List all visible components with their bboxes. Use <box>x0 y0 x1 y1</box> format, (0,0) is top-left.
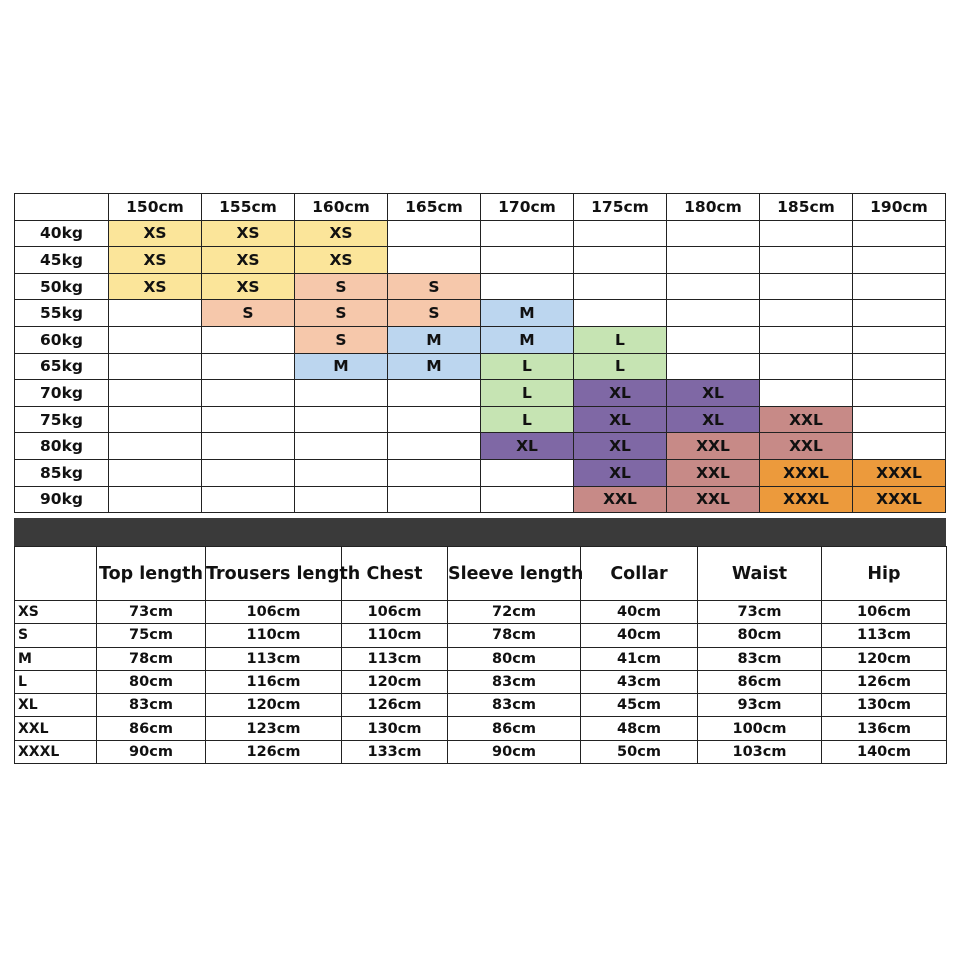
size-label: XL <box>15 694 97 717</box>
size-cell <box>667 326 760 353</box>
measurement-column-header: Collar <box>581 547 698 601</box>
measurement-value: 120cm <box>822 647 947 670</box>
size-cell <box>109 459 202 486</box>
size-cell <box>109 300 202 327</box>
weight-row <box>15 353 946 380</box>
measurement-value: 113cm <box>206 647 342 670</box>
measurement-value: 72cm <box>448 601 581 624</box>
measurement-value: 73cm <box>97 601 206 624</box>
weight-label: 75kg <box>15 406 109 433</box>
size-cell <box>481 486 574 513</box>
measurement-value: 73cm <box>698 601 822 624</box>
measurement-value: 113cm <box>342 647 448 670</box>
measurement-column-header: Sleeve length <box>448 547 581 601</box>
weight-row <box>15 433 946 460</box>
measurement-value: 133cm <box>342 740 448 763</box>
size-cell: XL <box>574 433 667 460</box>
measurement-value: 90cm <box>448 740 581 763</box>
measurement-value: 80cm <box>698 624 822 647</box>
height-header-row <box>15 194 946 221</box>
size-cell: XL <box>574 459 667 486</box>
size-cell: XS <box>295 247 388 274</box>
weight-row <box>15 459 946 486</box>
size-cell <box>760 247 853 274</box>
size-cell <box>388 433 481 460</box>
size-cell <box>574 220 667 247</box>
size-cell <box>481 273 574 300</box>
size-cell: XS <box>202 220 295 247</box>
measurement-value: 83cm <box>448 670 581 693</box>
size-cell <box>202 380 295 407</box>
size-cell <box>760 273 853 300</box>
size-label: M <box>15 647 97 670</box>
measurement-header-row <box>15 547 947 601</box>
weight-row <box>15 247 946 274</box>
size-cell <box>853 220 946 247</box>
size-cell: XL <box>574 380 667 407</box>
measurement-value: 130cm <box>342 717 448 740</box>
size-cell <box>574 300 667 327</box>
weight-row <box>15 220 946 247</box>
size-cell: M <box>388 326 481 353</box>
measurement-value: 50cm <box>581 740 698 763</box>
weight-label: 85kg <box>15 459 109 486</box>
size-cell: M <box>388 353 481 380</box>
measurement-value: 126cm <box>822 670 947 693</box>
weight-row <box>15 406 946 433</box>
size-cell <box>760 353 853 380</box>
size-cell <box>295 486 388 513</box>
size-cell <box>853 406 946 433</box>
size-cell <box>202 486 295 513</box>
size-cell: XXXL <box>760 486 853 513</box>
size-cell <box>295 406 388 433</box>
size-cell: XS <box>109 220 202 247</box>
size-label: XS <box>15 601 97 624</box>
weight-label: 55kg <box>15 300 109 327</box>
size-cell: L <box>574 326 667 353</box>
size-cell: XS <box>202 247 295 274</box>
size-cell <box>388 380 481 407</box>
weight-label: 60kg <box>15 326 109 353</box>
size-cell: L <box>481 353 574 380</box>
size-cell: XXL <box>667 459 760 486</box>
size-cell <box>667 300 760 327</box>
size-cell: L <box>481 380 574 407</box>
weight-label: 90kg <box>15 486 109 513</box>
measurement-value: 110cm <box>342 624 448 647</box>
size-cell <box>481 247 574 274</box>
size-cell: XXL <box>667 486 760 513</box>
measurement-column-header: Chest <box>342 547 448 601</box>
measurement-value: 103cm <box>698 740 822 763</box>
measurement-value: 43cm <box>581 670 698 693</box>
size-cell <box>109 326 202 353</box>
size-cell <box>853 326 946 353</box>
height-weight-size-chart <box>14 193 946 513</box>
size-cell <box>853 433 946 460</box>
measurement-value: 110cm <box>206 624 342 647</box>
measurement-column-header: Hip <box>822 547 947 601</box>
size-cell <box>388 486 481 513</box>
size-cell: M <box>481 300 574 327</box>
size-cell: XL <box>667 406 760 433</box>
size-cell <box>760 380 853 407</box>
size-cell: S <box>295 300 388 327</box>
size-cell: S <box>295 273 388 300</box>
measurement-row <box>15 647 947 670</box>
size-cell: S <box>202 300 295 327</box>
size-cell: XXL <box>760 433 853 460</box>
size-cell: S <box>295 326 388 353</box>
size-cell: L <box>574 353 667 380</box>
size-cell: XXXL <box>760 459 853 486</box>
measurement-value: 80cm <box>97 670 206 693</box>
size-cell <box>853 273 946 300</box>
corner-cell <box>15 547 97 601</box>
measurement-value: 116cm <box>206 670 342 693</box>
measurement-row <box>15 740 947 763</box>
weight-row <box>15 273 946 300</box>
size-cell: XS <box>202 273 295 300</box>
measurement-value: 78cm <box>448 624 581 647</box>
height-header-cell: 175cm <box>574 194 667 221</box>
size-cell <box>202 459 295 486</box>
size-cell: XXL <box>760 406 853 433</box>
weight-label: 70kg <box>15 380 109 407</box>
size-cell <box>481 459 574 486</box>
size-cell <box>667 247 760 274</box>
size-cell: S <box>388 300 481 327</box>
weight-label: 50kg <box>15 273 109 300</box>
size-cell <box>388 247 481 274</box>
height-header-cell: 170cm <box>481 194 574 221</box>
size-cell <box>109 433 202 460</box>
size-cell <box>760 300 853 327</box>
measurement-column-header: Top length <box>97 547 206 601</box>
measurement-value: 48cm <box>581 717 698 740</box>
size-cell <box>109 380 202 407</box>
measurement-value: 40cm <box>581 601 698 624</box>
weight-row <box>15 486 946 513</box>
height-header-cell: 150cm <box>109 194 202 221</box>
weight-label: 45kg <box>15 247 109 274</box>
size-cell: XL <box>481 433 574 460</box>
size-cell: XXL <box>574 486 667 513</box>
size-cell: XXXL <box>853 486 946 513</box>
height-header-cell: 190cm <box>853 194 946 221</box>
measurement-value: 140cm <box>822 740 947 763</box>
height-header-cell: 185cm <box>760 194 853 221</box>
measurement-value: 90cm <box>97 740 206 763</box>
size-cell <box>667 220 760 247</box>
size-cell <box>853 353 946 380</box>
size-cell <box>295 459 388 486</box>
measurement-value: 123cm <box>206 717 342 740</box>
measurement-value: 126cm <box>206 740 342 763</box>
measurement-row <box>15 601 947 624</box>
size-cell <box>202 326 295 353</box>
size-cell: XL <box>667 380 760 407</box>
measurement-row <box>15 624 947 647</box>
section-divider <box>14 518 946 546</box>
measurement-value: 106cm <box>206 601 342 624</box>
weight-label: 80kg <box>15 433 109 460</box>
measurement-row <box>15 694 947 717</box>
size-cell <box>388 459 481 486</box>
measurement-value: 83cm <box>698 647 822 670</box>
measurement-value: 78cm <box>97 647 206 670</box>
measurement-value: 100cm <box>698 717 822 740</box>
size-cell <box>388 220 481 247</box>
measurement-value: 83cm <box>97 694 206 717</box>
size-cell <box>109 486 202 513</box>
measurement-column-header: Trousers length <box>206 547 342 601</box>
size-cell <box>109 353 202 380</box>
size-cell <box>109 406 202 433</box>
measurement-value: 106cm <box>822 601 947 624</box>
measurement-value: 80cm <box>448 647 581 670</box>
measurement-value: 40cm <box>581 624 698 647</box>
size-cell: M <box>295 353 388 380</box>
size-cell: L <box>481 406 574 433</box>
height-header-cell: 160cm <box>295 194 388 221</box>
size-cell <box>295 433 388 460</box>
height-header-cell: 155cm <box>202 194 295 221</box>
weight-row <box>15 300 946 327</box>
size-label: S <box>15 624 97 647</box>
measurement-value: 86cm <box>97 717 206 740</box>
measurement-value: 113cm <box>822 624 947 647</box>
measurement-value: 93cm <box>698 694 822 717</box>
measurement-column-header: Waist <box>698 547 822 601</box>
size-cell: XS <box>295 220 388 247</box>
corner-cell <box>15 194 109 221</box>
size-cell: XXXL <box>853 459 946 486</box>
size-label: XXL <box>15 717 97 740</box>
size-cell <box>760 220 853 247</box>
size-cell: M <box>481 326 574 353</box>
size-cell <box>760 326 853 353</box>
size-cell: XS <box>109 247 202 274</box>
size-cell: XXL <box>667 433 760 460</box>
size-cell: XL <box>574 406 667 433</box>
size-label: XXXL <box>15 740 97 763</box>
size-cell <box>574 247 667 274</box>
measurement-value: 83cm <box>448 694 581 717</box>
size-cell <box>202 353 295 380</box>
size-cell <box>667 273 760 300</box>
measurement-value: 41cm <box>581 647 698 670</box>
measurement-value: 75cm <box>97 624 206 647</box>
measurement-value: 45cm <box>581 694 698 717</box>
weight-label: 65kg <box>15 353 109 380</box>
measurement-value: 120cm <box>206 694 342 717</box>
size-cell <box>853 300 946 327</box>
measurement-value: 106cm <box>342 601 448 624</box>
measurement-value: 86cm <box>448 717 581 740</box>
size-cell <box>574 273 667 300</box>
weight-row <box>15 380 946 407</box>
size-cell <box>853 247 946 274</box>
measurement-row <box>15 670 947 693</box>
height-header-cell: 180cm <box>667 194 760 221</box>
size-cell <box>295 380 388 407</box>
measurement-value: 126cm <box>342 694 448 717</box>
size-cell <box>202 406 295 433</box>
size-cell <box>202 433 295 460</box>
measurement-value: 86cm <box>698 670 822 693</box>
size-cell: XS <box>109 273 202 300</box>
measurements-table <box>14 546 947 764</box>
weight-row <box>15 326 946 353</box>
size-cell <box>853 380 946 407</box>
measurement-value: 120cm <box>342 670 448 693</box>
measurement-value: 136cm <box>822 717 947 740</box>
weight-label: 40kg <box>15 220 109 247</box>
measurement-row <box>15 717 947 740</box>
size-cell <box>388 406 481 433</box>
size-cell <box>667 353 760 380</box>
size-label: L <box>15 670 97 693</box>
height-header-cell: 165cm <box>388 194 481 221</box>
size-cell: S <box>388 273 481 300</box>
size-cell <box>481 220 574 247</box>
measurement-value: 130cm <box>822 694 947 717</box>
